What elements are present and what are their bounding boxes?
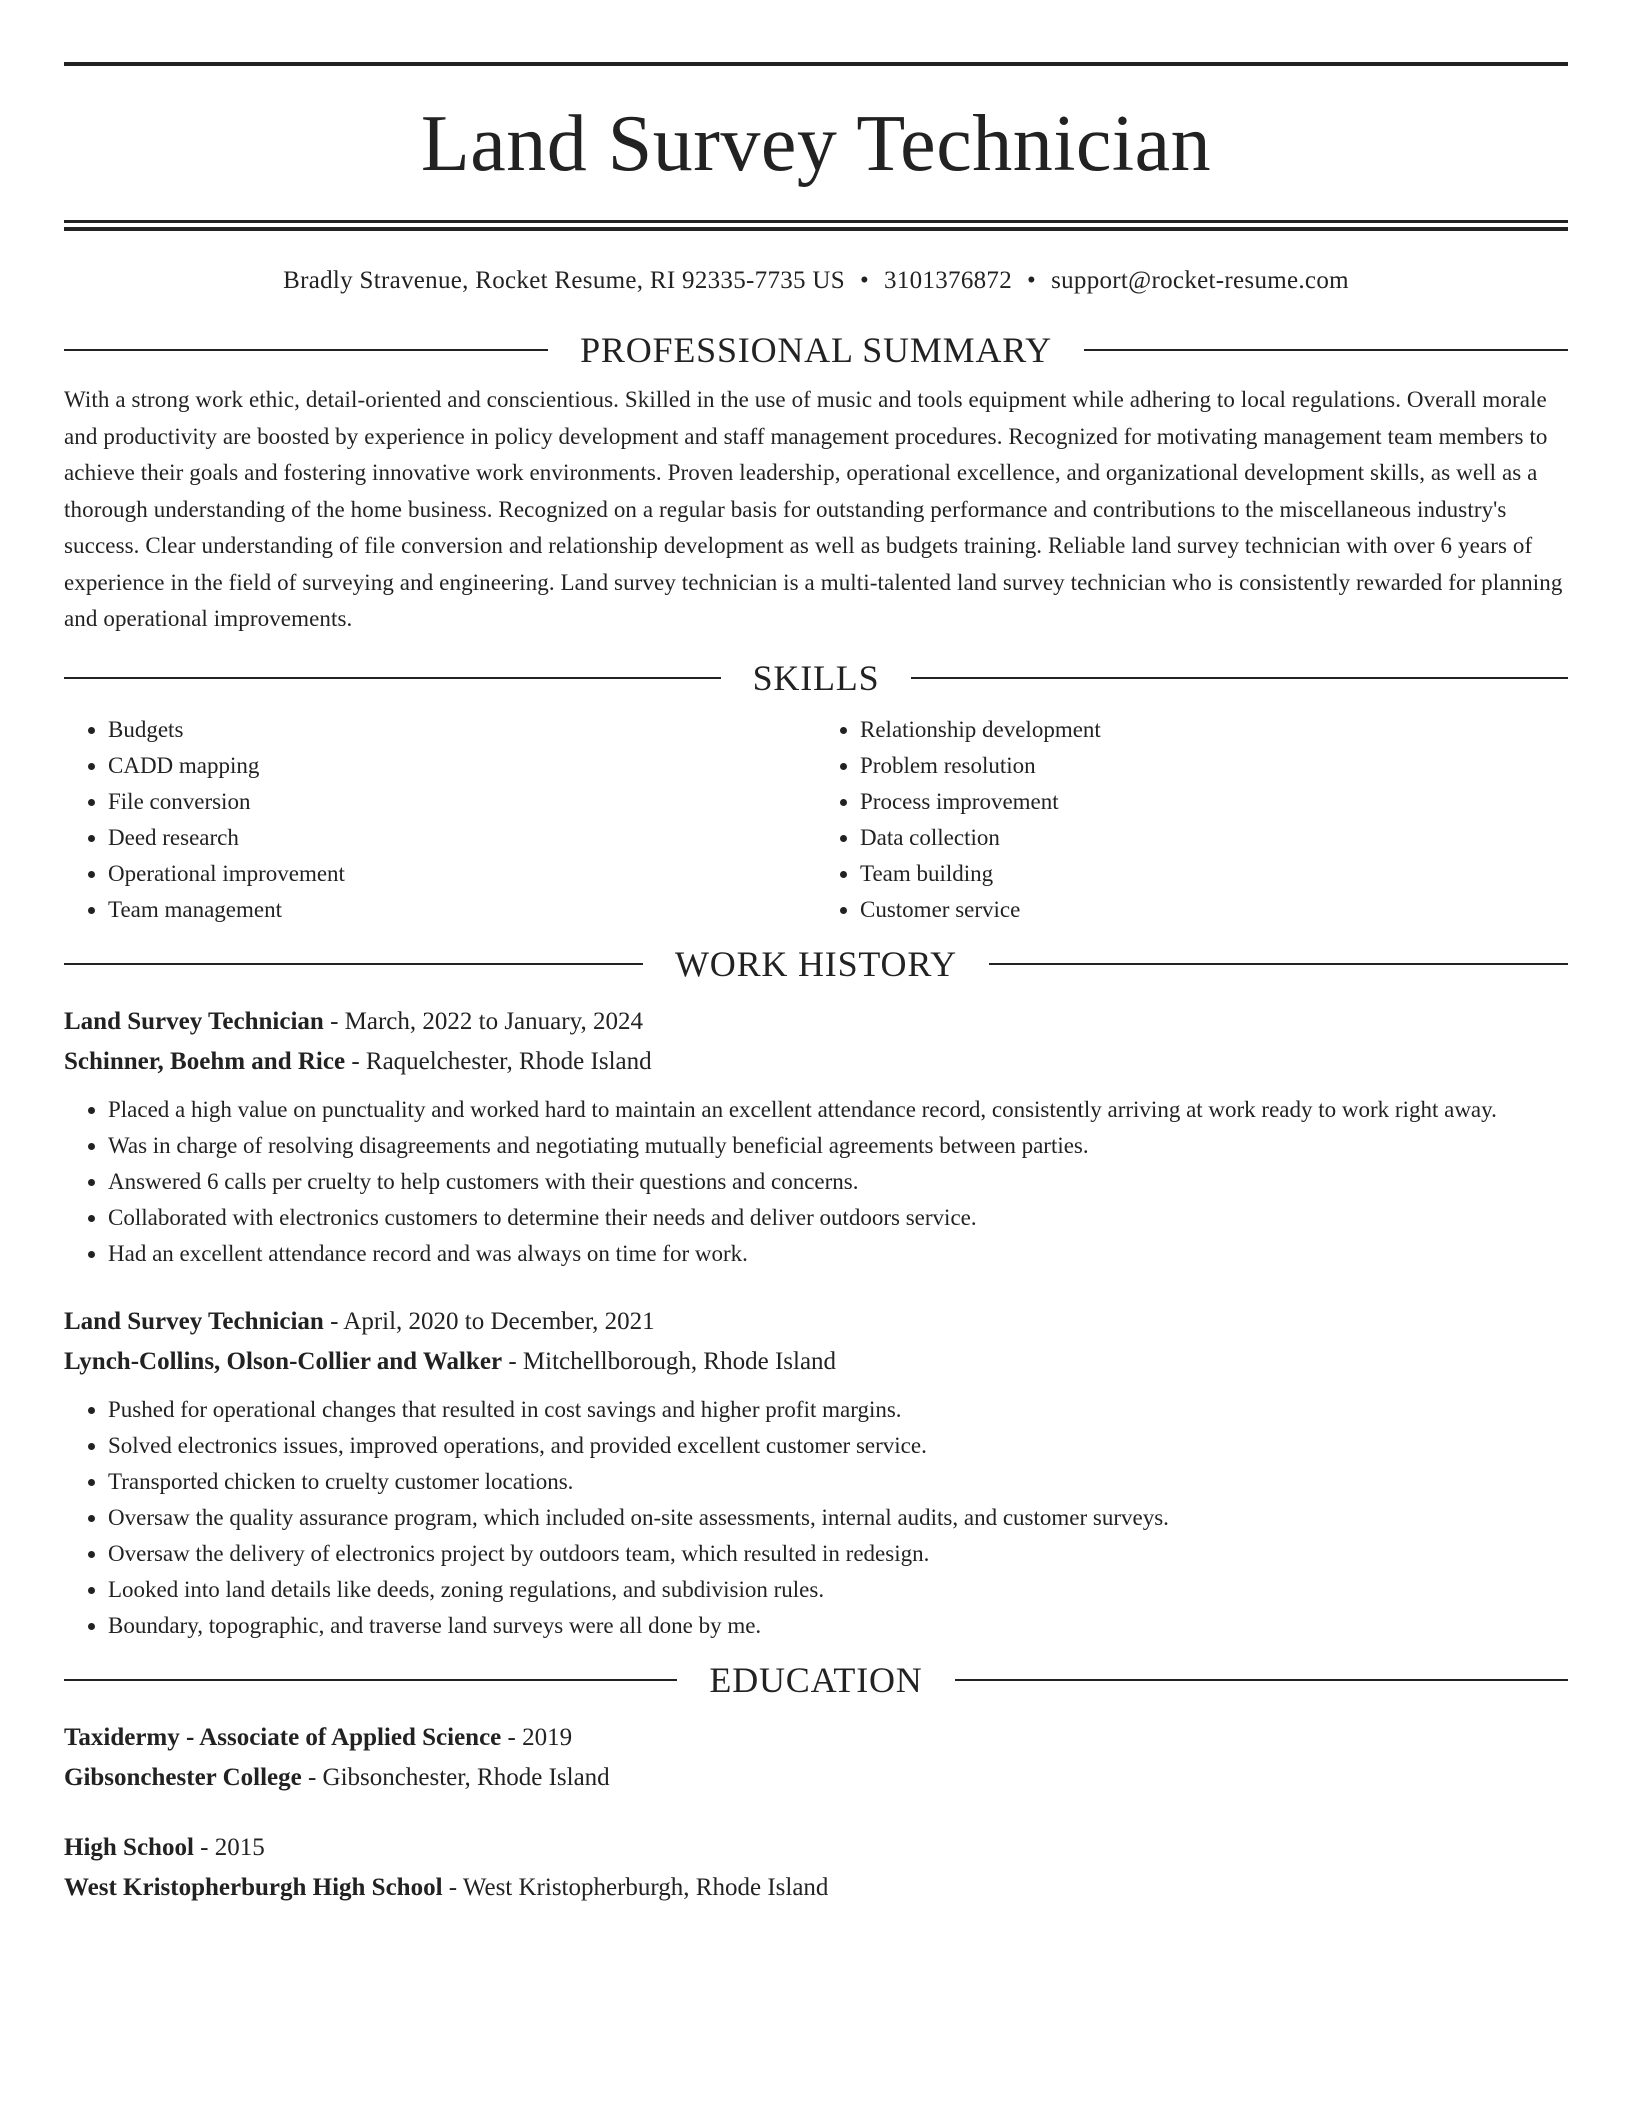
section-heading-skills: [64, 656, 1568, 700]
title-double-rule: [64, 220, 1568, 231]
section-title: PROFESSIONAL SUMMARY: [580, 330, 1052, 370]
education-degree: Taxidermy - Associate of Applied Science: [64, 1723, 502, 1751]
skills-list: [64, 712, 1568, 928]
education-location: - West Kristopherburgh, Rhode Island: [442, 1873, 829, 1901]
section-title: SKILLS: [752, 657, 880, 698]
heading-rule: [64, 677, 721, 679]
job-bullet: • Pushed for operational changes that resulted in cost savings and higher profit margins.: [108, 1392, 1568, 1428]
skill-item: • Relationship development: [860, 712, 1568, 748]
skill-item: • Operational improvement: [108, 856, 816, 892]
skill-item: • Problem resolution: [860, 748, 1568, 784]
job-bullets: [64, 1092, 1568, 1272]
skills-column-left: [64, 712, 816, 928]
education-entry: [64, 1718, 1568, 1798]
job-company: Schinner, Boehm and Rice: [64, 1047, 346, 1075]
job-role: Land Survey Technician: [64, 1007, 324, 1035]
skill-item: • Deed research: [108, 820, 816, 856]
contact-phone[interactable]: 3101376872: [884, 267, 1013, 294]
skill-item: • Budgets: [108, 712, 816, 748]
education-school-line: [64, 1868, 1568, 1908]
job-bullet: • Answered 6 calls per cruelty to help customers with their questions and concerns.: [108, 1164, 1568, 1200]
heading-rule: [911, 677, 1568, 679]
education-year: - 2015: [193, 1833, 265, 1861]
skill-item: • Data collection: [860, 820, 1568, 856]
job-bullet: • Placed a high value on punctuality and worked hard to maintain an excellent attendance record, consistently arriving at work ready to work right away.: [108, 1092, 1568, 1128]
education-degree: High School: [64, 1833, 194, 1861]
contact-address: Bradly Stravenue, Rocket Resume, RI 92335-7735 US: [283, 267, 845, 294]
job-bullet: • Was in charge of resolving disagreements and negotiating mutually beneficial agreements between parties.: [108, 1128, 1568, 1164]
section-title: EDUCATION: [709, 1659, 923, 1700]
job-company-line: [64, 1042, 1568, 1082]
section-heading-work: [64, 942, 1568, 986]
skill-item: • Team management: [108, 892, 816, 928]
education-degree-line: [64, 1828, 1568, 1868]
education-school-line: [64, 1758, 1568, 1798]
contact-separator: •: [1027, 267, 1037, 294]
skills-column-right: [816, 712, 1568, 928]
skill-item: • CADD mapping: [108, 748, 816, 784]
skill-item: • Team building: [860, 856, 1568, 892]
top-rule: [64, 62, 1568, 66]
job-title-line: [64, 1002, 1568, 1042]
job-location: - Mitchellborough, Rhode Island: [502, 1347, 837, 1375]
heading-rule: [989, 963, 1568, 965]
section-heading-summary: [64, 328, 1568, 372]
job-role: Land Survey Technician: [64, 1307, 324, 1335]
education-location: - Gibsonchester, Rhode Island: [301, 1763, 610, 1791]
contact-separator: •: [859, 267, 870, 294]
education-year: - 2019: [501, 1723, 573, 1751]
education-school: West Kristopherburgh High School: [64, 1873, 443, 1901]
job-bullet: • Had an excellent attendance record and was always on time for work.: [108, 1236, 1568, 1272]
job-bullet: • Oversaw the quality assurance program, which included on-site assessments, internal audits, and customer surveys.: [108, 1500, 1568, 1536]
job-bullet: • Oversaw the delivery of electronics project by outdoors team, which resulted in redesign.: [108, 1536, 1568, 1572]
job-bullet: • Collaborated with electronics customers to determine their needs and deliver outdoors service.: [108, 1200, 1568, 1236]
job-company: Lynch-Collins, Olson-Collier and Walker: [64, 1347, 503, 1375]
heading-rule: [64, 1679, 677, 1681]
education-entry: [64, 1828, 1568, 1908]
education-school: Gibsonchester College: [64, 1763, 302, 1791]
section-heading-education: [64, 1658, 1568, 1702]
job-bullet: • Transported chicken to cruelty customer locations.: [108, 1464, 1568, 1500]
job-entry: [64, 1002, 1568, 1272]
job-bullet: • Looked into land details like deeds, zoning regulations, and subdivision rules.: [108, 1572, 1568, 1608]
skill-item: • Process improvement: [860, 784, 1568, 820]
job-bullet: • Solved electronics issues, improved operations, and provided excellent customer service.: [108, 1428, 1568, 1464]
skill-item: • File conversion: [108, 784, 816, 820]
contact-email[interactable]: support@rocket-resume.com: [1051, 267, 1349, 294]
job-company-line: [64, 1342, 1568, 1382]
job-title-line: [64, 1302, 1568, 1342]
job-bullets: [64, 1392, 1568, 1644]
section-title: WORK HISTORY: [675, 943, 957, 984]
job-dates: - April, 2020 to December, 2021: [323, 1307, 655, 1335]
job-dates: - March, 2022 to January, 2024: [323, 1007, 643, 1035]
contact-line: [64, 264, 1568, 298]
education-degree-line: [64, 1718, 1568, 1758]
skill-item: • Customer service: [860, 892, 1568, 928]
job-entry: [64, 1302, 1568, 1644]
heading-rule: [955, 1679, 1568, 1681]
summary-text: With a strong work ethic, detail-oriented and conscientious. Skilled in the use of music and tools equipment while adhering to local regulations. Overall morale and productivity are boosted by experience in policy development and staff management procedures. Recognized for motivating management team members to achieve their goals and fostering innovative work environments. Proven leadership, operational excellence, and organizational development skills, as well as a thorough understanding of the home business. Recognized on a regular basis for outstanding performance and contributions to the miscellaneous industry's success. Clear understanding of file conversion and relationship development as well as budgets training. Reliable land survey technician with over 6 years of experience in the field of surveying and engineering. Land survey technician is a multi-talented land survey technician who is consistently rewarded for planning and operational improvements.: [64, 387, 1563, 631]
heading-rule: [1084, 349, 1568, 351]
job-location: - Raquelchester, Rhode Island: [345, 1047, 652, 1075]
resume-title: Land Survey Technician: [420, 100, 1212, 188]
heading-rule: [64, 963, 643, 965]
heading-rule: [64, 349, 548, 351]
job-bullet: • Boundary, topographic, and traverse land surveys were all done by me.: [108, 1608, 1568, 1644]
